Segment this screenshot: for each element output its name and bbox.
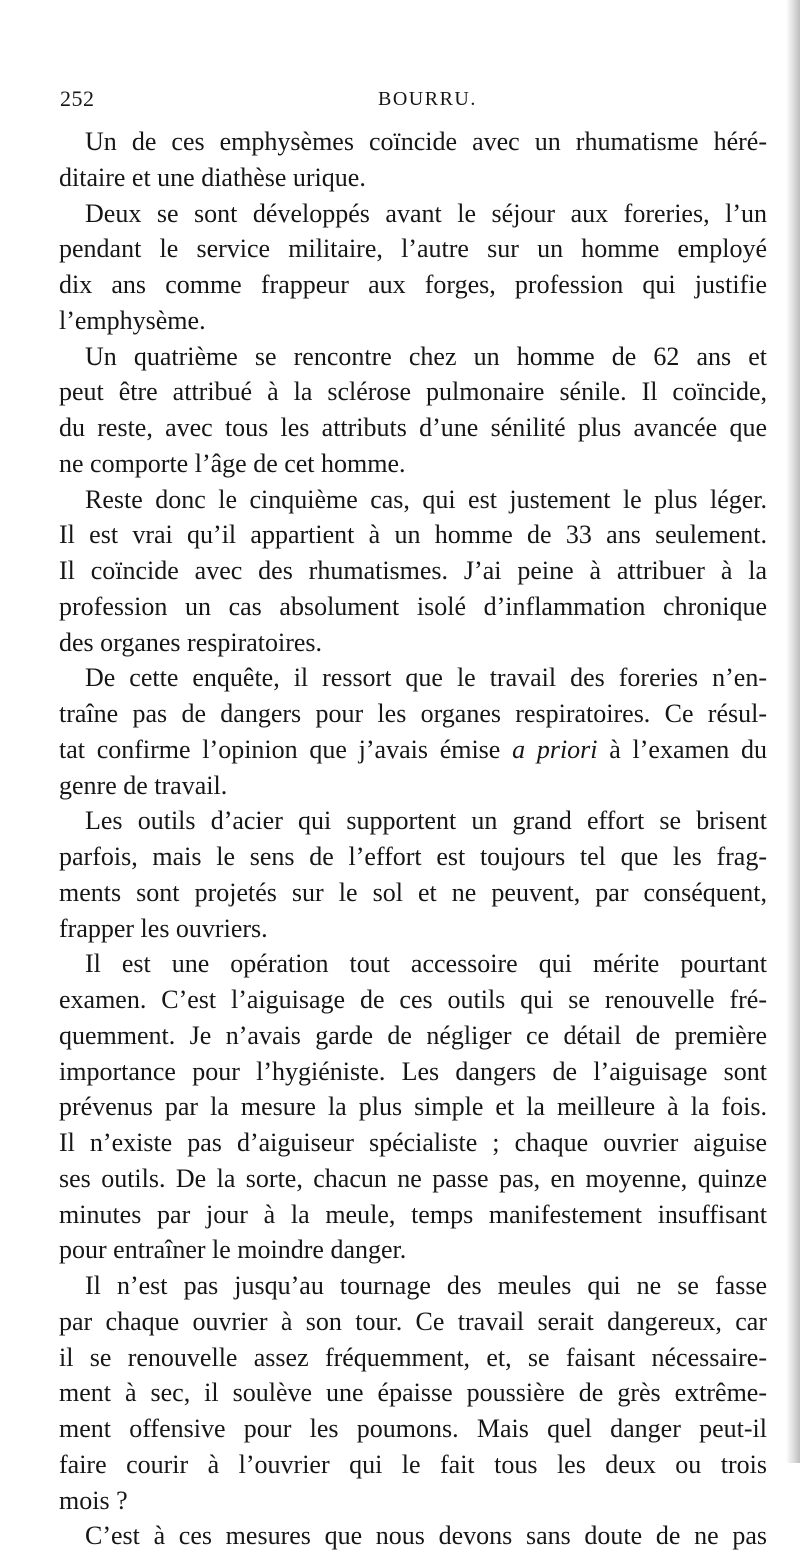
- italic-phrase: a priori: [512, 734, 598, 764]
- page-number: 252: [60, 86, 95, 111]
- text-line: des organes respiratoires.: [59, 627, 323, 657]
- body-text: [55, 124, 767, 1554]
- text-line: traîne pas de dangers pour les organes respiratoires. Ce résul-: [59, 699, 767, 728]
- text-line: [55, 732, 767, 768]
- text-line: faire courir à l’ouvrier qui le fait tous les deux ou trois: [59, 1449, 767, 1479]
- text-line: frapper les ouvriers.: [59, 913, 268, 943]
- text-line: Il est vrai qu’il appartient à un homme de 33 ans seulement.: [59, 520, 767, 550]
- text-line: Deux se sont développés avant le séjour aux foreries, l’un: [85, 198, 767, 228]
- text-line: Il est une opération tout accessoire qui mérite pourtant: [85, 949, 767, 979]
- text-line: Il n’existe pas d’aiguiseur spécialiste ; chaque ouvrier aiguise: [59, 1128, 767, 1157]
- text-line: Un de ces emphysèmes coïncide avec un rhumatisme héré-: [85, 127, 767, 156]
- page-edge-shadow: [786, 0, 800, 1463]
- text-line: quemment. Je n’avais garde de négliger ce détail de première: [59, 1020, 767, 1050]
- running-head: BOURRU.: [378, 88, 477, 110]
- text-line: ditaire et une diathèse urique.: [59, 162, 366, 192]
- text-line: du reste, avec tous les attributs d’une sénilité plus avancée que: [59, 413, 767, 442]
- text-line: peut être attribué à la sclérose pulmonaire sénile. Il coïncide,: [59, 377, 767, 407]
- text-line: De cette enquête, il ressort que le travail des foreries n’en-: [85, 663, 767, 693]
- text-line: mois ?: [59, 1485, 128, 1515]
- text-line: ment offensive pour les poumons. Mais quel danger peut-il: [59, 1414, 767, 1443]
- text-line: dix ans comme frappeur aux forges, profession qui justifie: [59, 270, 767, 299]
- text-line: ment à sec, il soulève une épaisse poussière de grès extrême-: [59, 1378, 767, 1408]
- text-line: Il n’est pas jusqu’au tournage des meules qui ne se fasse: [85, 1271, 767, 1300]
- text-line: Un quatrième se rencontre chez un homme de 62 ans et: [85, 341, 767, 371]
- text-line: pour entraîner le moindre danger.: [59, 1235, 407, 1265]
- text-line: prévenus par la mesure la plus simple et la meilleure à la fois.: [59, 1092, 767, 1122]
- text-line: Il coïncide avec des rhumatismes. J’ai peine à attribuer à la: [59, 556, 767, 585]
- text-line: ments sont projetés sur le sol et ne peuvent, par conséquent,: [59, 877, 767, 907]
- text-line: C’est à ces mesures que nous devons sans doute de ne pas: [85, 1521, 767, 1551]
- text-line: genre de travail.: [59, 770, 228, 800]
- text-segment: tat confirme l’opinion que j’avais émise: [59, 734, 513, 764]
- text-line: minutes par jour à la meule, temps manifestement insuffisant: [59, 1199, 767, 1229]
- text-line: il se renouvelle assez fréquemment, et, se faisant nécessaire-: [59, 1342, 767, 1372]
- text-line: Les outils d’acier qui supportent un grand effort se brisent: [85, 806, 767, 836]
- text-line: Reste donc le cinquième cas, qui est justement le plus léger.: [85, 484, 767, 514]
- text-line: examen. C’est l’aiguisage de ces outils qui se renouvelle fré-: [59, 985, 767, 1014]
- text-line: ses outils. De la sorte, chacun ne passe pas, en moyenne, quinze: [59, 1163, 767, 1193]
- text-line: l’emphysème.: [59, 305, 206, 335]
- page-header: [0, 86, 800, 116]
- text-line: parfois, mais le sens de l’effort est toujours tel que les frag-: [59, 842, 767, 871]
- text-line: importance pour l’hygiéniste. Les dangers de l’aiguisage sont: [59, 1056, 767, 1086]
- text-segment: à l’examen du: [597, 734, 768, 764]
- text-line: profession un cas absolument isolé d’inflammation chronique: [59, 591, 767, 621]
- text-line: ne comporte l’âge de cet homme.: [59, 448, 406, 478]
- text-line: pendant le service militaire, l’autre sur un homme employé: [59, 234, 767, 264]
- text-line: par chaque ouvrier à son tour. Ce travail serait dangereux, car: [59, 1306, 767, 1336]
